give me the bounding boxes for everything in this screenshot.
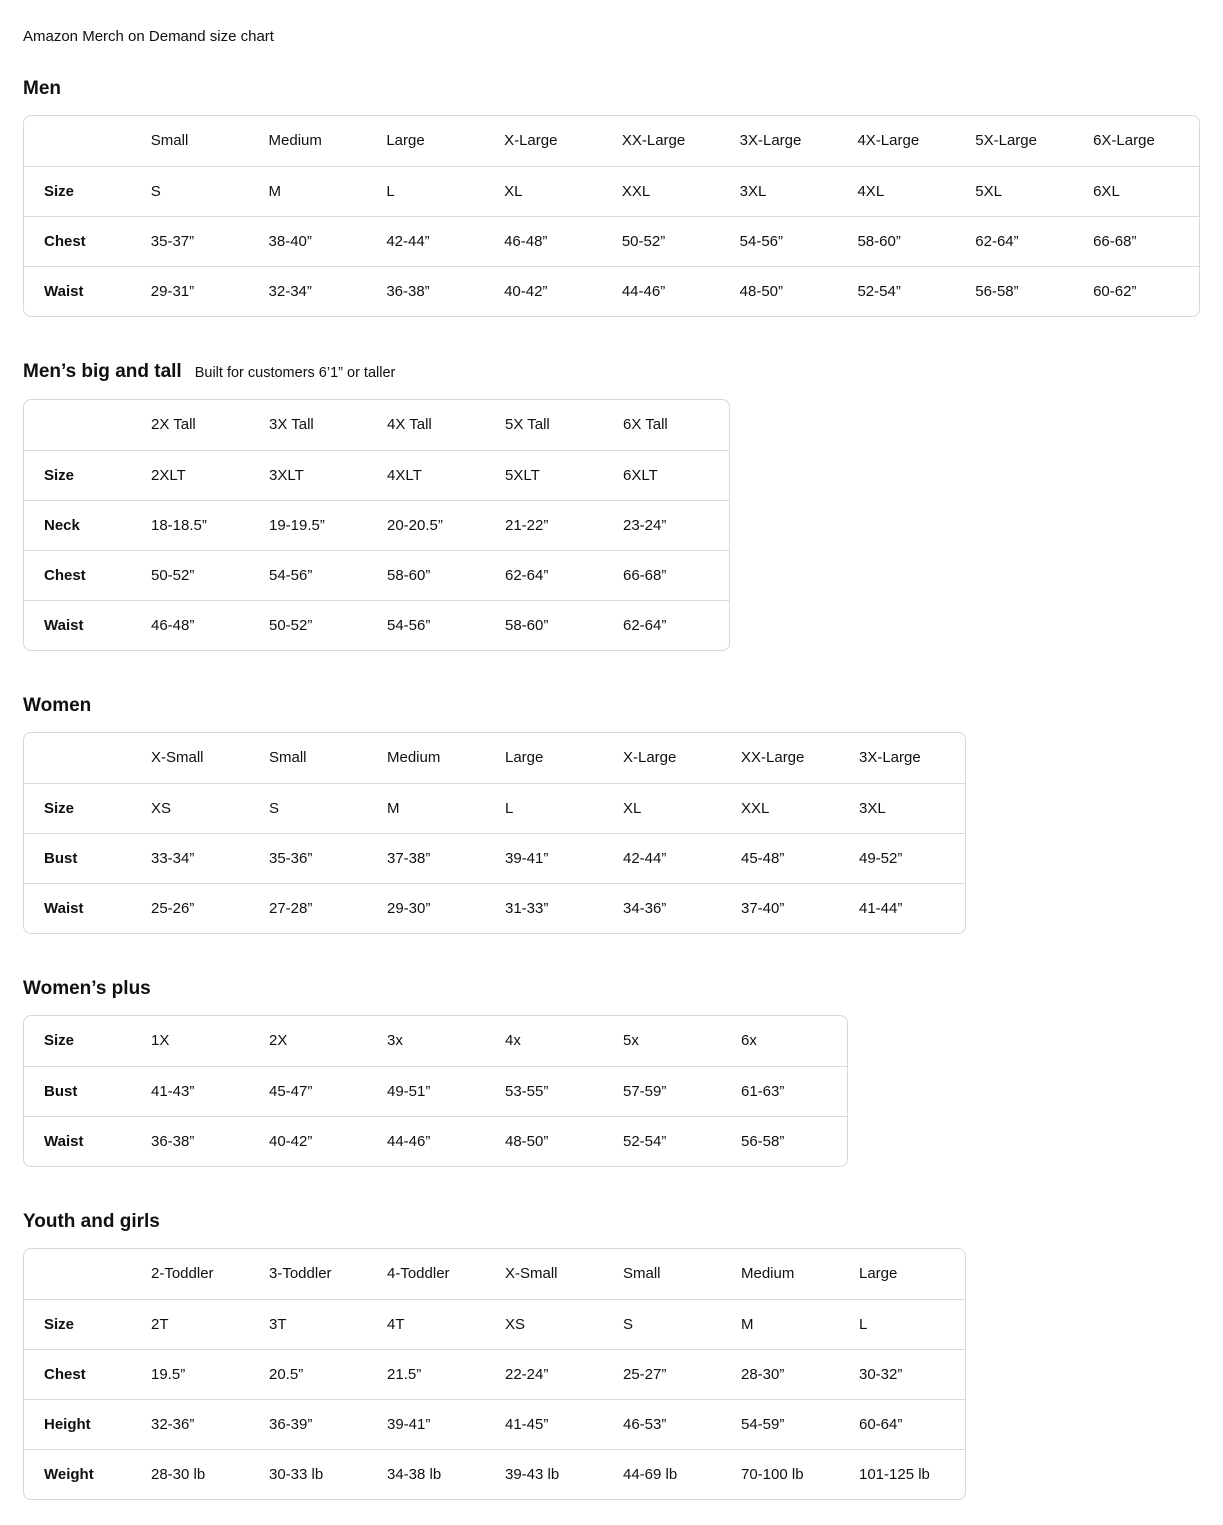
size-cell: 101-125 lb <box>859 1465 930 1483</box>
size-cell: 58-60” <box>857 232 901 250</box>
row-label: Size <box>44 1315 75 1333</box>
size-cell: 2T <box>151 1315 169 1333</box>
size-cell: 41-43” <box>151 1082 195 1100</box>
column-header: 3X-Large <box>859 749 921 767</box>
size-cell: 3T <box>269 1315 287 1333</box>
size-cell: 2XLT <box>151 466 186 484</box>
size-cell: XS <box>151 799 172 817</box>
size-cell: 5XL <box>975 182 1002 200</box>
table-row <box>24 783 965 833</box>
size-cell: 70-100 lb <box>741 1465 804 1483</box>
size-cell: 25-27” <box>623 1365 667 1383</box>
size-cell: 52-54” <box>623 1132 667 1150</box>
size-cell: XL <box>504 182 523 200</box>
size-cell: 31-33” <box>505 899 549 917</box>
men-size-table <box>23 115 1200 317</box>
size-cell: 66-68” <box>1093 232 1137 250</box>
column-header: Large <box>505 749 544 767</box>
size-cell: 48-50” <box>505 1132 549 1150</box>
size-cell: 39-43 lb <box>505 1465 560 1483</box>
section-mens-big-and-tall-title: Men’s big and tall <box>23 361 182 382</box>
size-cell: 49-51” <box>387 1082 431 1100</box>
section-womens-plus-title: Women’s plus <box>23 978 151 999</box>
size-cell: 3XLT <box>269 466 304 484</box>
column-header: 4-Toddler <box>387 1265 450 1283</box>
row-label: Chest <box>44 1365 86 1383</box>
size-cell: XS <box>505 1315 526 1333</box>
size-cell: M <box>741 1315 754 1333</box>
size-cell: 4x <box>505 1032 521 1050</box>
size-cell: 35-36” <box>269 849 313 867</box>
youth-and-girls-size-table <box>23 1248 966 1500</box>
table-row <box>24 1399 965 1449</box>
table-row <box>24 550 729 600</box>
section-mens-big-and-tall-subtitle: Built for customers 6’1” or taller <box>194 365 396 381</box>
size-cell: 29-31” <box>150 282 195 300</box>
column-header: Small <box>623 1265 661 1283</box>
table-row <box>24 833 965 883</box>
row-label: Waist <box>44 1132 84 1150</box>
section-womens-plus-heading <box>23 978 1200 1000</box>
size-cell: 6XL <box>1093 182 1120 200</box>
size-cell: L <box>505 799 514 817</box>
mens-big-and-tall-size-table <box>23 399 730 651</box>
table-row <box>24 1016 847 1066</box>
size-cell: 6XLT <box>623 466 658 484</box>
size-cell: 58-60” <box>387 566 431 584</box>
size-cell: 40-42” <box>269 1132 313 1150</box>
size-cell: 50-52” <box>269 616 313 634</box>
size-cell: 27-28” <box>269 899 313 917</box>
size-table <box>24 400 729 650</box>
size-cell: 57-59” <box>623 1082 667 1100</box>
table-header-row <box>24 733 965 783</box>
column-header: Small <box>150 132 189 150</box>
section-men-title: Men <box>23 78 61 99</box>
size-cell: 28-30” <box>741 1365 785 1383</box>
size-cell: 46-53” <box>623 1415 667 1433</box>
size-cell: 37-38” <box>387 849 431 867</box>
size-cell: 34-38 lb <box>387 1465 442 1483</box>
row-label: Height <box>44 1415 91 1433</box>
size-cell: XXL <box>621 182 651 200</box>
size-cell: 36-39” <box>269 1415 313 1433</box>
row-label: Size <box>44 799 75 817</box>
size-cell: S <box>269 799 280 817</box>
row-label: Size <box>44 466 75 484</box>
size-cell: 33-34” <box>151 849 195 867</box>
corner-cell <box>24 116 151 166</box>
size-cell: 54-59” <box>741 1415 785 1433</box>
size-cell: 18-18.5” <box>151 516 207 534</box>
size-cell: 39-41” <box>505 849 549 867</box>
size-cell: 4XL <box>857 182 885 200</box>
size-cell: 46-48” <box>504 232 548 250</box>
size-cell: 5x <box>623 1032 639 1050</box>
womens-plus-size-table <box>23 1015 848 1167</box>
size-cell: 45-48” <box>741 849 785 867</box>
size-cell: 21-22” <box>505 516 549 534</box>
size-cell: 60-64” <box>859 1415 903 1433</box>
size-table <box>24 733 965 933</box>
size-cell: 1X <box>151 1032 170 1050</box>
size-cell: M <box>387 799 400 817</box>
size-cell: 56-58” <box>975 282 1019 300</box>
row-label: Chest <box>44 566 86 584</box>
size-table <box>24 1249 965 1499</box>
size-cell: L <box>386 182 395 200</box>
corner-cell <box>24 1249 151 1299</box>
size-cell: 49-52” <box>859 849 903 867</box>
size-cell: 54-56” <box>739 232 784 250</box>
size-cell: 66-68” <box>623 566 667 584</box>
size-cell: 37-40” <box>741 899 785 917</box>
size-cell: 23-24” <box>623 516 667 534</box>
section-men <box>23 78 1200 322</box>
table-row <box>24 266 1199 316</box>
column-header: 2-Toddler <box>151 1265 214 1283</box>
size-cell: 48-50” <box>739 282 784 300</box>
section-womens-plus <box>23 978 1200 1172</box>
table-row <box>24 450 729 500</box>
column-header: 5X Tall <box>505 416 550 434</box>
size-cell: 21.5” <box>387 1365 422 1383</box>
row-label: Waist <box>44 282 84 300</box>
size-cell: 54-56” <box>269 566 313 584</box>
size-cell: 2X <box>269 1032 288 1050</box>
size-cell: 41-45” <box>505 1415 549 1433</box>
table-header-row <box>24 1249 965 1299</box>
column-header: 3X Tall <box>269 416 314 434</box>
row-label: Bust <box>44 1082 78 1100</box>
column-header: 4X-Large <box>857 132 920 150</box>
row-label: Weight <box>44 1465 94 1483</box>
column-header: X-Small <box>505 1265 558 1283</box>
row-label: Chest <box>44 232 86 250</box>
corner-cell <box>24 400 151 450</box>
size-cell: 3XL <box>859 799 886 817</box>
column-header: Medium <box>741 1265 795 1283</box>
size-cell: 62-64” <box>623 616 667 634</box>
column-header: X-Large <box>504 132 558 150</box>
size-cell: 3x <box>387 1032 403 1050</box>
size-cell: 53-55” <box>505 1082 549 1100</box>
size-cell: 3XL <box>739 182 767 200</box>
size-cell: 61-63” <box>741 1082 785 1100</box>
table-row <box>24 883 965 933</box>
size-cell: 20.5” <box>269 1365 304 1383</box>
section-women <box>23 695 1200 939</box>
column-header: 2X Tall <box>151 416 196 434</box>
size-cell: 32-34” <box>268 282 312 300</box>
size-cell: 56-58” <box>741 1132 785 1150</box>
size-cell: XL <box>623 799 642 817</box>
size-cell: 44-69 lb <box>623 1465 678 1483</box>
table-row <box>24 600 729 650</box>
size-cell: S <box>623 1315 634 1333</box>
section-women-title: Women <box>23 695 92 716</box>
size-cell: 46-48” <box>151 616 195 634</box>
size-cell: 30-32” <box>859 1365 903 1383</box>
size-cell: XXL <box>741 799 770 817</box>
size-cell: 41-44” <box>859 899 903 917</box>
size-cell: 62-64” <box>975 232 1019 250</box>
size-cell: 62-64” <box>505 566 549 584</box>
section-mens-big-and-tall-heading <box>23 361 1200 384</box>
table-header-row <box>24 116 1199 166</box>
size-cell: 35-37” <box>150 232 195 250</box>
column-header: 6X-Large <box>1093 132 1155 150</box>
size-cell: 19-19.5” <box>269 516 325 534</box>
size-cell: L <box>859 1315 868 1333</box>
row-label: Neck <box>44 516 80 534</box>
column-header: Medium <box>268 132 322 150</box>
size-cell: 50-52” <box>621 232 666 250</box>
size-cell: 44-46” <box>621 282 666 300</box>
size-cell: S <box>150 182 161 200</box>
size-cell: 30-33 lb <box>269 1465 324 1483</box>
section-youth-and-girls <box>23 1211 1200 1505</box>
column-header: 3X-Large <box>739 132 802 150</box>
size-cell: 36-38” <box>151 1132 195 1150</box>
table-row <box>24 500 729 550</box>
column-header: 4X Tall <box>387 416 432 434</box>
column-header: Large <box>859 1265 898 1283</box>
size-cell: 25-26” <box>151 899 195 917</box>
size-cell: 45-47” <box>269 1082 313 1100</box>
size-cell: 32-36” <box>151 1415 195 1433</box>
column-header: X-Large <box>623 749 677 767</box>
size-cell: 44-46” <box>387 1132 431 1150</box>
row-label: Size <box>44 182 75 200</box>
table-row <box>24 1299 965 1349</box>
size-cell: 50-52” <box>151 566 195 584</box>
size-cell: 20-20.5” <box>387 516 443 534</box>
corner-cell <box>24 733 151 783</box>
row-label: Waist <box>44 616 84 634</box>
column-header: 3-Toddler <box>269 1265 332 1283</box>
column-header: Large <box>386 132 425 150</box>
row-label: Waist <box>44 899 84 917</box>
column-header: XX-Large <box>621 132 686 150</box>
size-cell: 4XLT <box>387 466 422 484</box>
table-row <box>24 1066 847 1116</box>
size-cell: 42-44” <box>623 849 667 867</box>
table-row <box>24 1116 847 1166</box>
table-row <box>24 216 1199 266</box>
size-cell: 60-62” <box>1093 282 1137 300</box>
women-size-table <box>23 732 966 934</box>
table-row <box>24 1349 965 1399</box>
table-header-row <box>24 400 729 450</box>
size-cell: 29-30” <box>387 899 431 917</box>
size-cell: 38-40” <box>268 232 312 250</box>
size-cell: 19.5” <box>151 1365 186 1383</box>
section-youth-and-girls-title: Youth and girls <box>23 1211 160 1232</box>
size-cell: 39-41” <box>387 1415 431 1433</box>
column-header: Medium <box>387 749 441 767</box>
column-header: 5X-Large <box>975 132 1037 150</box>
size-cell: M <box>268 182 282 200</box>
size-cell: 5XLT <box>505 466 540 484</box>
size-table <box>24 116 1199 316</box>
size-cell: 6x <box>741 1032 757 1050</box>
size-cell: 34-36” <box>623 899 667 917</box>
size-cell: 42-44” <box>386 232 430 250</box>
size-cell: 22-24” <box>505 1365 549 1383</box>
section-women-heading <box>23 695 1200 717</box>
section-youth-and-girls-heading <box>23 1211 1200 1233</box>
section-men-heading <box>23 78 1200 100</box>
table-row <box>24 1449 965 1499</box>
size-cell: 58-60” <box>505 616 549 634</box>
column-header: X-Small <box>151 749 204 767</box>
size-cell: 54-56” <box>387 616 431 634</box>
section-mens-big-and-tall <box>23 361 1200 656</box>
column-header: 6X Tall <box>623 416 668 434</box>
row-label: Size <box>44 1032 75 1050</box>
size-cell: 36-38” <box>386 282 430 300</box>
size-cell: 4T <box>387 1315 405 1333</box>
page-title: Amazon Merch on Demand size chart <box>23 28 274 45</box>
table-row <box>24 166 1199 216</box>
column-header: Small <box>269 749 307 767</box>
row-label: Bust <box>44 849 78 867</box>
column-header: XX-Large <box>741 749 805 767</box>
size-cell: 52-54” <box>857 282 901 300</box>
size-cell: 28-30 lb <box>151 1465 206 1483</box>
size-table <box>24 1016 847 1166</box>
size-cell: 40-42” <box>504 282 548 300</box>
